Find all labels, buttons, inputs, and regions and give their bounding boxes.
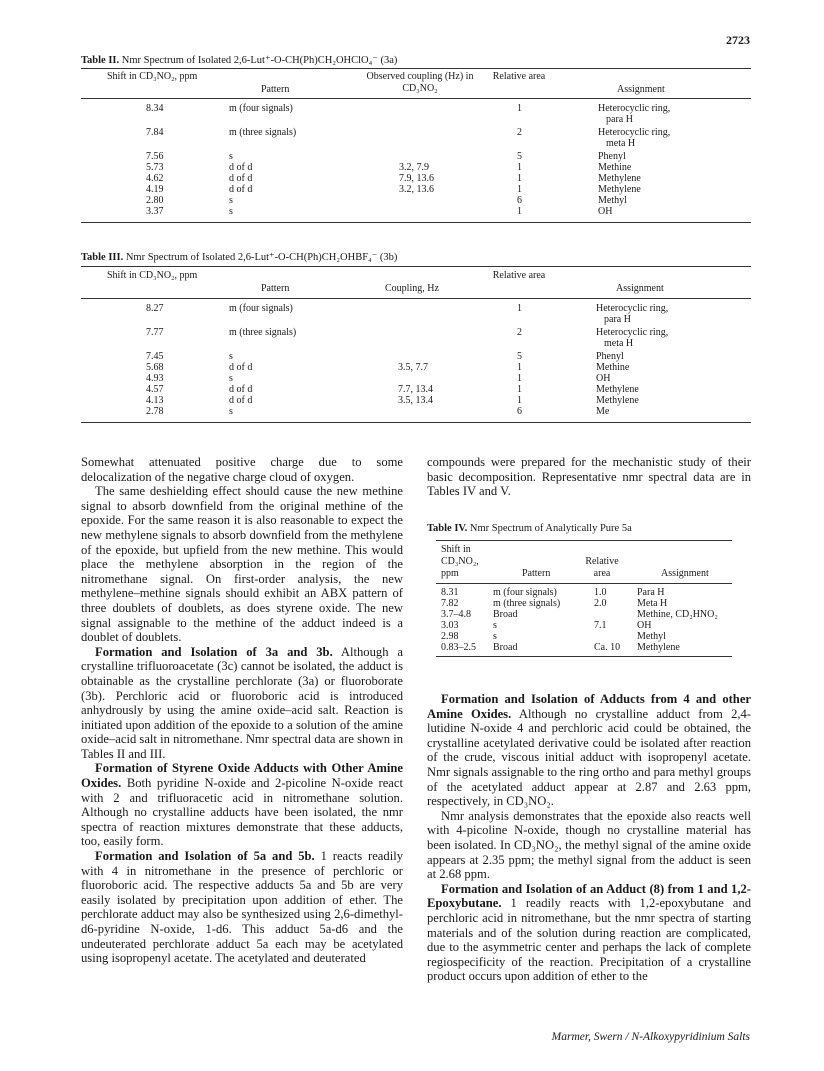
table4-header-shift: Shift in CD₃NO₂, ppm [441, 544, 479, 579]
table4-assignment-cell: Methylene [637, 642, 680, 653]
table2-row5-coupling: 7.9, 13.6 [399, 173, 434, 184]
table2-row1-pattern: m (four signals) [229, 103, 293, 114]
table3-caption [81, 251, 397, 263]
table3-row1-area: 1 [517, 303, 522, 314]
table2-row2-assignment-cont: meta H [606, 138, 636, 149]
table3-row3-assignment: Phenyl [596, 351, 624, 362]
table2-row7-area: 6 [517, 195, 522, 206]
heading-formation-5a-5b: Formation and Isolation of 5a and 5b. [95, 849, 315, 864]
table3-row2-shift: 7.77 [146, 327, 164, 338]
table4-area-cell: 7.1 [594, 620, 607, 631]
right-paragraph-4-text: 1 readily reacts with 1,2-epoxybutane and perchloric acid in nitromethane, but the nmr spectra of starting materials and of the solution during reaction are complicated, due to the asymmetric center and perhaps the lack of complete regiospecificity of the reaction. Precipitation of a crystalline product occurs upon addition of ether to the [427, 896, 751, 984]
table2-row5-area: 1 [517, 173, 522, 184]
table4-area-column [594, 587, 620, 653]
table2-header-rule [81, 98, 751, 99]
table3-title: Nmr Spectrum of Isolated 2,6-Lut⁺-O-CH(Ph)CH₂OHBF₄⁻ (3b) [125, 252, 398, 263]
table3-row1-shift: 8.27 [146, 303, 164, 314]
table2-row7-assignment: Methyl [598, 195, 627, 206]
table3-row5-shift: 4.93 [146, 373, 164, 384]
left-paragraph-5-text: 1 reacts readily with 4 in nitromethane in the presence of perchloric or fluoroboric acid. The respective adducts 5a and 5b are very easily isolated by precipitation upon addition of ether. The perchlorate adduct may also be synthesized using 2,6-dimethyl-d6-pyridine N-oxide, 1-d6. This adduct 5a-d6 and the undeuterated perchlorate adduct 5a each may be acetylated using isopropenyl acetate. The acetylated and deuterated [81, 849, 403, 966]
right-paragraph-1: compounds were prepared for the mechanistic study of their basic decomposition. Representative nmr spectral data are in Tables IV and V. [427, 455, 751, 499]
table4-caption [427, 523, 632, 534]
table4-label: Table IV. [427, 523, 468, 534]
table3-label: Table III. [81, 252, 124, 263]
table3-row2-pattern: m (three signals) [229, 327, 297, 338]
table2-row6-pattern: d of d [229, 184, 253, 195]
table3-row8-shift: 2.78 [146, 406, 164, 417]
table2-header-pattern: Pattern [261, 84, 290, 95]
table3-row8-assignment: Me [596, 406, 610, 417]
table3-row6-coupling: 7.7, 13.4 [398, 384, 433, 395]
left-paragraph-3 [81, 645, 403, 762]
table2-caption [81, 54, 397, 66]
table2-row5-pattern: d of d [229, 173, 253, 184]
table4-area-cell: 1.0 [594, 587, 607, 598]
table2-row7-shift: 2.80 [146, 195, 164, 206]
table2-label: Table II. [81, 55, 120, 66]
left-paragraph-4-text: Both pyridine N-oxide and 2-picoline N-oxide react with 2 and trifluoracetic acid in nitromethane solution. Although no crystalline adducts have been isolated, the nmr spectra of reaction mixtures demonstrate that these adducts, too, easily form. [81, 776, 403, 849]
table4-shift-cell: 0.83–2.5 [441, 642, 476, 653]
table2-row7-pattern: s [229, 195, 233, 206]
table4-top-rule [436, 540, 732, 541]
table2-row5-assignment: Methylene [598, 173, 641, 184]
table3-row6-assignment: Methylene [596, 384, 639, 395]
table4-title: Nmr Spectrum of Analytically Pure 5a [469, 523, 632, 534]
table2-top-rule [81, 68, 751, 69]
table2-row3-shift: 7.56 [146, 151, 164, 162]
table3-row6-pattern: d of d [229, 384, 253, 395]
table2-row5-shift: 4.62 [146, 173, 164, 184]
table4-area-cell [594, 631, 620, 642]
table2-row4-area: 1 [517, 162, 522, 173]
table3-row4-pattern: d of d [229, 362, 253, 373]
table4-area-cell: Ca. 10 [594, 642, 621, 653]
table2-row2-pattern: m (three signals) [229, 127, 297, 138]
left-paragraph-2: The same deshielding effect should cause the new methine signal to absorb downfield from the original methine of the epoxide. For the same reason it is also reasonable to expect the new methylene signals to absorb downfield from the methylene of the epoxide, but upfield from the new methine. This would place the methylene absorption in the region of the nitromethane signal. On first-order analysis, the new methylene–methine signals should exhibit an ABX pattern of three doublets of doublets, as does styrene oxide. The new signal assignable to the methine of the adduct indeed is a doublet of doublets. [81, 484, 403, 645]
table4-pattern-cell: Broad [493, 609, 518, 620]
left-paragraph-1: Somewhat attenuated positive charge due to some delocalization of the negative charge cloud of oxygen. [81, 455, 403, 484]
table4-assignment-cell: Methyl [637, 631, 666, 642]
table3-row3-shift: 7.45 [146, 351, 164, 362]
table4-assignment-cell: Methine, CD₂HNO₂ [637, 609, 718, 620]
table3-row4-area: 1 [517, 362, 522, 373]
right-column-top [427, 455, 751, 499]
table2-row2-shift: 7.84 [146, 127, 164, 138]
table3-row7-assignment: Methylene [596, 395, 639, 406]
table3-row8-area: 6 [517, 406, 522, 417]
table2-row3-assignment: Phenyl [598, 151, 626, 162]
table2-row4-coupling: 3.2, 7.9 [399, 162, 429, 173]
table3-row5-pattern: s [229, 373, 233, 384]
table2-header-area: Relative area [492, 71, 546, 82]
table4-pattern-cell: s [493, 620, 497, 631]
table2-row1-shift: 8.34 [146, 103, 164, 114]
table4-header-pattern: Pattern [522, 568, 551, 579]
table3-top-rule [81, 266, 751, 267]
heading-adducts-from-4: Formation and Isolation of Adducts from 4 and other Amine Oxides. [427, 692, 751, 721]
table2-row8-assignment: OH [598, 206, 613, 217]
left-column [81, 455, 403, 966]
table2-row8-pattern: s [229, 206, 233, 217]
table3-row4-coupling: 3.5, 7.7 [398, 362, 428, 373]
table2-title: Nmr Spectrum of Isolated 2,6-Lut⁺-O-CH(Ph)CH₂OHClO₄⁻ (3a) [121, 55, 398, 66]
table2-row4-assignment: Methine [598, 162, 632, 173]
table3-header-pattern: Pattern [261, 283, 290, 294]
table2-row3-pattern: s [229, 151, 233, 162]
table4-pattern-cell: s [493, 631, 497, 642]
table2-row4-pattern: d of d [229, 162, 253, 173]
table2-row6-coupling: 3.2, 13.6 [399, 184, 434, 195]
table3-row7-shift: 4.13 [146, 395, 164, 406]
left-paragraph-5 [81, 849, 403, 966]
table4-bottom-rule [436, 656, 732, 657]
table2-bottom-rule [81, 222, 751, 223]
table3-row5-area: 1 [517, 373, 522, 384]
table3-header-coupling: Coupling, Hz [385, 283, 439, 294]
table3-row1-assignment: Heterocyclic ring, [596, 303, 669, 314]
table3-row5-assignment: OH [596, 373, 611, 384]
heading-formation-3a-3b: Formation and Isolation of 3a and 3b. [95, 644, 333, 659]
table3-row2-assignment: Heterocyclic ring, [596, 327, 669, 338]
table4-pattern-cell: Broad [493, 642, 518, 653]
table4-shift-column [441, 587, 476, 653]
right-paragraph-2-text: Although no crystalline adduct from 2,4-lutidine N-oxide 4 and perchloric acid could be obtained, the crystalline acetylated derivative could be isolated after reaction of the crude, viscous initial adduct with isopropenyl acetate. Nmr signals assignable to the ring ortho and para methyl groups of the acetylated adduct appear at 2.87 and 2.63 ppm, respectively, in CD₃NO₂. [427, 706, 752, 809]
table3-row8-pattern: s [229, 406, 233, 417]
table3-row2-assignment-cont: meta H [604, 338, 634, 349]
table4-header-rule [436, 583, 732, 584]
table3-row1-assignment-cont: para H [604, 314, 631, 325]
table4-assignment-column [637, 587, 718, 653]
table4-shift-cell: 8.31 [441, 587, 459, 598]
right-paragraph-3: Nmr analysis demonstrates that the epoxide also reacts well with 4-picoline N-oxide, though no crystalline material has been isolated. In CD₃NO₂, the methyl signal of the amine oxide appears at 2.35 ppm; the methyl signal from the adduct is seen at 2.68 ppm. [427, 808, 751, 882]
table2-row2-assignment: Heterocyclic ring, [598, 127, 671, 138]
table2-row6-shift: 4.19 [146, 184, 164, 195]
heading-styrene-oxide-adducts: Formation of Styrene Oxide Adducts with Other Amine Oxides. [81, 761, 403, 791]
table3-row6-area: 1 [517, 384, 522, 395]
table4-shift-cell: 3.03 [441, 620, 459, 631]
table4-pattern-cell: m (three signals) [493, 598, 561, 609]
table3-row7-coupling: 3.5, 13.4 [398, 395, 433, 406]
table2-row8-shift: 3.37 [146, 206, 164, 217]
table4-assignment-cell: Meta H [637, 598, 668, 609]
table3-row3-area: 5 [517, 351, 522, 362]
table3-row6-shift: 4.57 [146, 384, 164, 395]
right-paragraph-2 [427, 692, 751, 809]
running-footer: Marmer, Swern / N-Alkoxypyridinium Salts [551, 1031, 750, 1043]
table2-row1-assignment-cont: para H [606, 114, 633, 125]
table2-header-coupling: Observed coupling (Hz) in CD₃NO₂ [366, 71, 474, 94]
table3-row3-pattern: s [229, 351, 233, 362]
table2-row6-assignment: Methylene [598, 184, 641, 195]
table2-header-assignment: Assignment [617, 84, 665, 95]
table4-pattern-column [493, 587, 560, 653]
table2-row6-area: 1 [517, 184, 522, 195]
left-paragraph-3-text: Although a crystalline trifluoroacetate (3c) cannot be isolated, the adduct is obtainable as the crystalline perchlorate (3a) or fluoroborate (3b). Perchloric acid or fluoroboric acid is introduced anhydrously by using the amine oxide–acid salt. Reaction is initiated upon addition of the epoxide to a solution of the amine oxide–acid salt in nitromethane. Nmr spectral data are shown in Tables II and III. [81, 644, 403, 761]
table2-row1-area: 1 [517, 103, 522, 114]
table4-shift-cell: 7.82 [441, 598, 459, 609]
right-column-bottom [427, 692, 751, 984]
table4-header-area: Relative area [585, 556, 619, 579]
table3-row7-area: 1 [517, 395, 522, 406]
table4-header-assignment: Assignment [661, 568, 709, 579]
table3-row1-pattern: m (four signals) [229, 303, 293, 314]
table2-row1-assignment: Heterocyclic ring, [598, 103, 671, 114]
left-paragraph-4 [81, 761, 403, 849]
page-number: 2723 [726, 33, 750, 47]
table3-row2-area: 2 [517, 327, 522, 338]
table3-row7-pattern: d of d [229, 395, 253, 406]
table4-area-cell [594, 609, 620, 620]
table3-header-assignment: Assignment [616, 283, 664, 294]
table3-header-shift: Shift in CD₃NO₂, ppm [107, 270, 198, 281]
table4-area-cell: 2.0 [594, 598, 607, 609]
table3-bottom-rule [81, 422, 751, 423]
table4-pattern-cell: m (four signals) [493, 587, 557, 598]
right-paragraph-4 [427, 882, 751, 984]
table3-row4-assignment: Methine [596, 362, 630, 373]
heading-adduct-8: Formation and Isolation of an Adduct (8) from 1 and 1,2-Epoxybutane. [427, 881, 751, 911]
table2-row2-area: 2 [517, 127, 522, 138]
table2-row3-area: 5 [517, 151, 522, 162]
table2-row4-shift: 5.73 [146, 162, 164, 173]
table4-assignment-cell: Para H [637, 587, 665, 598]
table3-row4-shift: 5.68 [146, 362, 164, 373]
table4-shift-cell: 2.98 [441, 631, 459, 642]
table2-row8-area: 1 [517, 206, 522, 217]
table4-assignment-cell: OH [637, 620, 652, 631]
table3-header-area: Relative area [492, 270, 546, 281]
table2-header-shift: Shift in CD₃NO₂, ppm [107, 71, 198, 82]
table3-header-rule [81, 298, 751, 299]
table4-shift-cell: 3.7–4.8 [441, 609, 471, 620]
